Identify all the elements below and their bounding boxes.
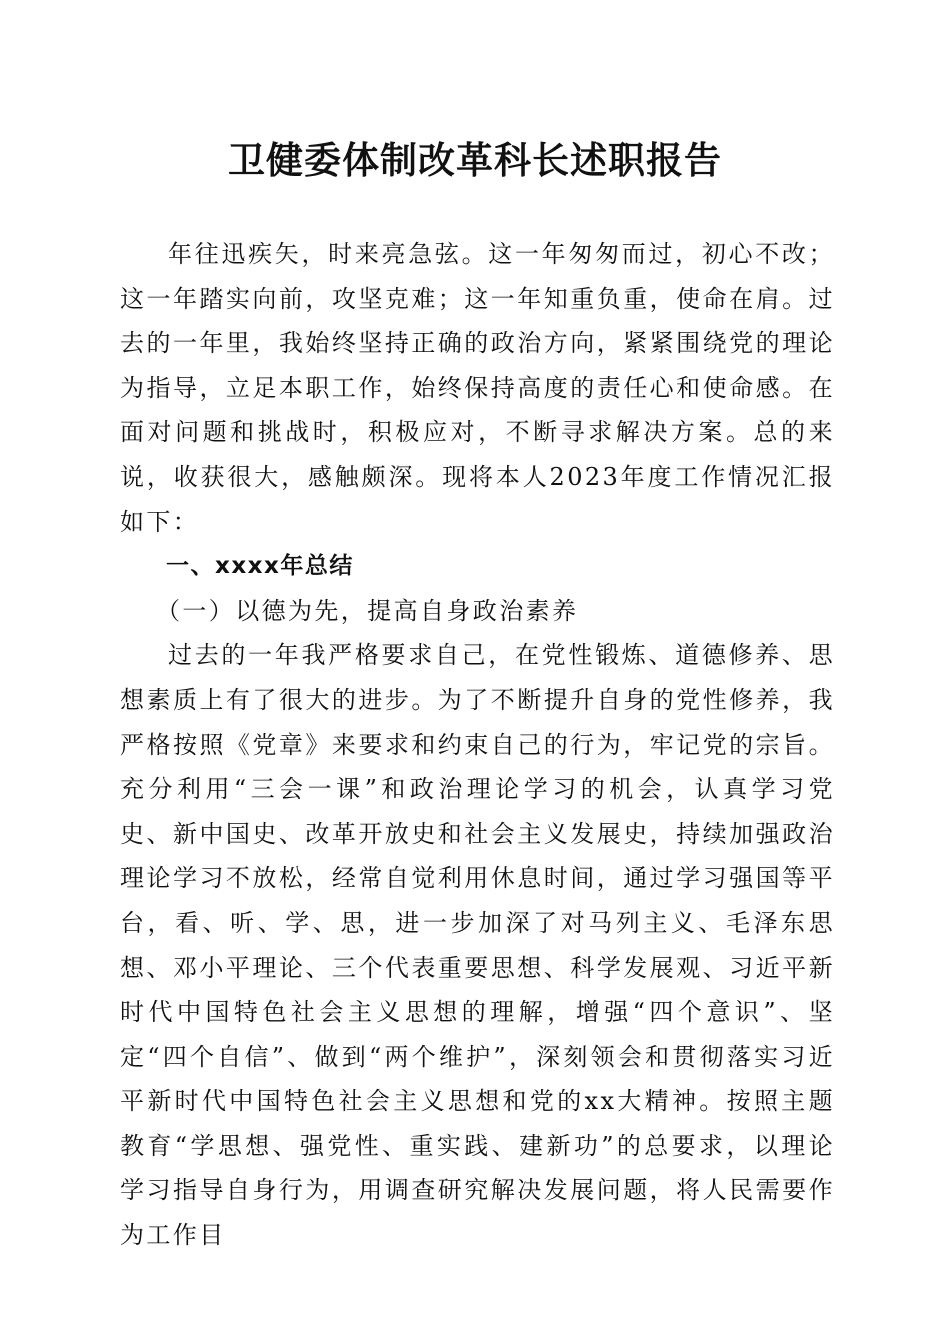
document-title: 卫健委体制改革科长述职报告	[228, 138, 722, 182]
section-heading: 一、xxxx年总结	[166, 553, 354, 580]
subsection-heading: （一）以德为先，提高自身政治素养	[156, 596, 579, 625]
body-paragraph: 过去的一年我严格要求自己，在党性锻炼、道德修养、思想素质上有了很大的进步。为了不断提升自身的党性修养，我严格按照《党章》来要求和约束自己的行为，牢记党的宗旨。充分利用“三会一课”和政治理论学习的机会，认真学习党史、新中国史、改革开放史和社会主义发展史，持续加强政治理论学习不放松，经常自觉利用休息时间，通过学习强国等平台，看、听、学、思，进一步加深了对马列主义、毛泽东思想、邓小平理论、三个代表重要思想、科学发展观、习近平新时代中国特色社会主义思想的理解，增强“四个意识”、坚定“四个自信”、做到“两个维护”，深刻领会和贯彻落实习近平新时代中国特色社会主义思想和党的xx大精神。按照主题教育“学思想、强党性、重实践、建新功”的总要求，以理论学习指导自身行为，用调查研究解决发展问题，将人民需要作为工作目	[120, 641, 835, 1250]
intro-paragraph: 年往迅疾矢，时来亮急弦。这一年匆匆而过，初心不改；这一年踏实向前，攻坚克难；这一年知重负重，使命在肩。过去的一年里，我始终坚持正确的政治方向，紧紧围绕党的理论为指导，立足本职工作，始终保持高度的责任心和使命感。在面对问题和挑战时，积极应对，不断寻求解决方案。总的来说，收获很大，感触颇深。现将本人2023年度工作情况汇报如下：	[120, 240, 835, 536]
document-body	[120, 232, 835, 1258]
